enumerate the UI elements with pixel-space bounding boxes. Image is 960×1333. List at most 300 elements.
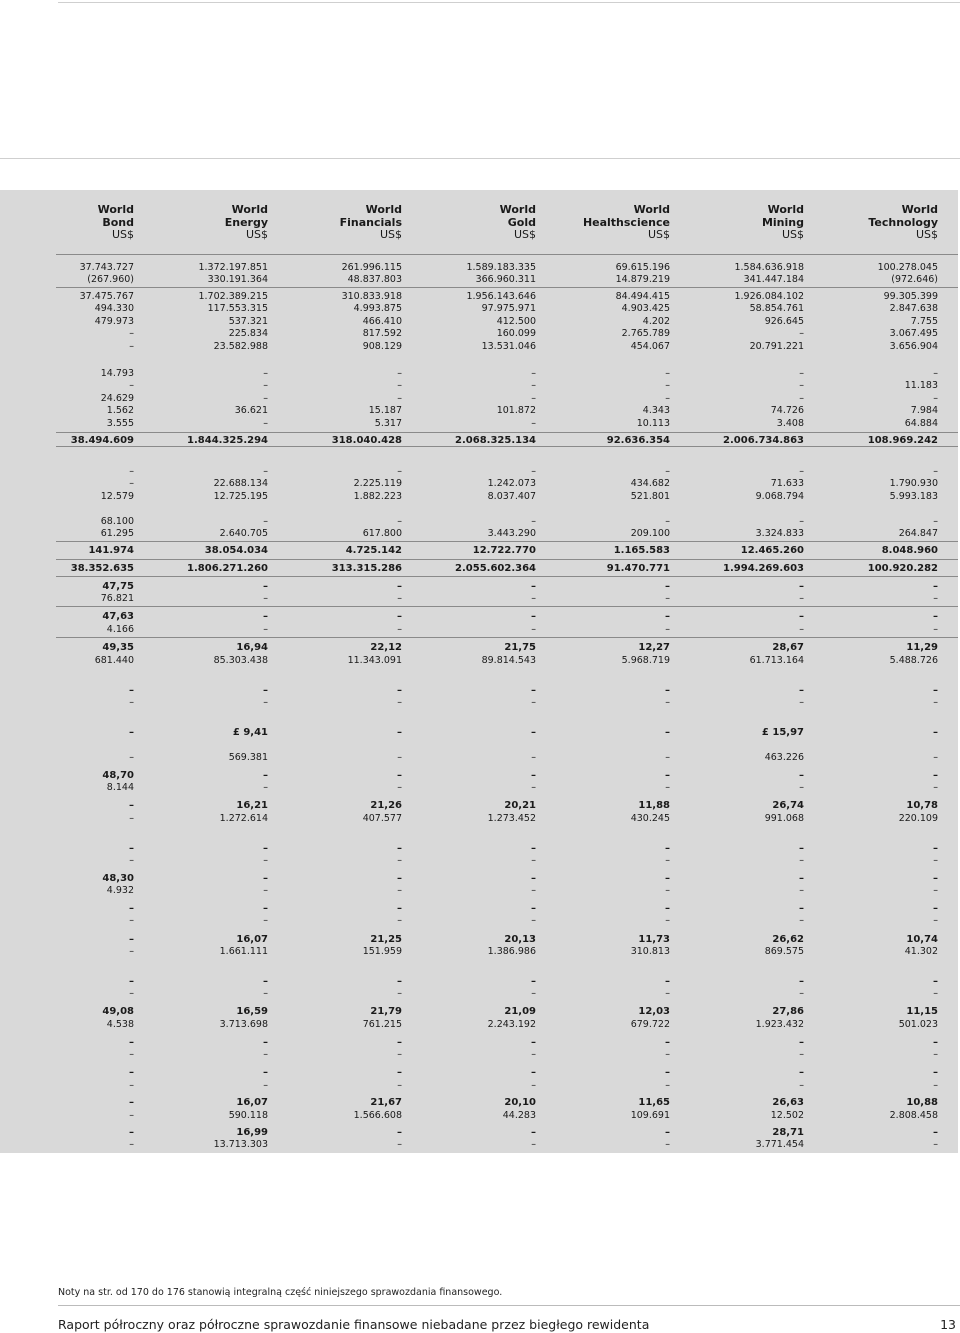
table-cell: – xyxy=(933,752,938,763)
table-cell: 12.579 xyxy=(100,491,134,502)
table-cell: 681.440 xyxy=(94,655,134,666)
table-row xyxy=(0,1127,958,1139)
table-cell: – xyxy=(531,976,536,987)
table-cell: 10,88 xyxy=(906,1097,938,1108)
table-cell: – xyxy=(799,976,804,987)
table-cell: – xyxy=(129,988,134,999)
footer-title: Raport półroczny oraz półroczne sprawozdanie finansowe niebadane przez biegłego rewidenta xyxy=(58,1317,650,1332)
table-row xyxy=(0,405,958,417)
table-cell: – xyxy=(397,843,402,854)
table-cell: 1.844.325.294 xyxy=(187,435,268,446)
table-row xyxy=(0,466,958,478)
column-header-line1: World xyxy=(633,203,670,216)
table-cell: – xyxy=(933,1037,938,1048)
table-cell: 47,63 xyxy=(102,611,134,622)
table-cell: 44.283 xyxy=(502,1110,536,1121)
table-row xyxy=(0,873,958,885)
table-cell: 310.813 xyxy=(630,946,670,957)
table-cell: 12,27 xyxy=(638,642,670,653)
table-rule xyxy=(56,637,958,638)
table-cell: – xyxy=(129,341,134,352)
column-header-unit: US$ xyxy=(111,228,134,241)
table-cell: (267.960) xyxy=(87,274,134,285)
column-header-line2: Gold xyxy=(507,215,536,229)
table-cell: 99.305.399 xyxy=(883,291,938,302)
table-cell: – xyxy=(129,1139,134,1150)
table-cell: – xyxy=(799,368,804,379)
table-cell: 16,07 xyxy=(236,934,268,945)
table-cell: 38.352.635 xyxy=(70,563,134,574)
table-cell: – xyxy=(665,903,670,914)
table-cell: 366.960.311 xyxy=(475,274,536,285)
table-cell: – xyxy=(397,581,402,592)
table-cell: 5.968.719 xyxy=(621,655,670,666)
table-cell: 209.100 xyxy=(630,528,670,539)
table-cell: 4.903.425 xyxy=(621,303,670,314)
table-row xyxy=(0,380,958,392)
table-rule xyxy=(56,576,958,577)
table-cell: 3.713.698 xyxy=(219,1019,268,1030)
table-row xyxy=(0,843,958,855)
table-row xyxy=(0,1067,958,1079)
table-cell: 24.629 xyxy=(100,393,134,404)
table-cell: 160.099 xyxy=(496,328,536,339)
table-cell: – xyxy=(933,855,938,866)
table-cell: – xyxy=(799,1049,804,1060)
table-cell: 466.410 xyxy=(362,316,402,327)
table-row xyxy=(0,1019,958,1031)
table-cell: 926.645 xyxy=(764,316,804,327)
table-cell: £ 9,41 xyxy=(232,727,268,738)
table-cell: 494.330 xyxy=(94,303,134,314)
table-cell: – xyxy=(799,516,804,527)
table-cell: – xyxy=(129,685,134,696)
table-cell: 521.801 xyxy=(630,491,670,502)
table-cell: – xyxy=(129,813,134,824)
table-cell: – xyxy=(129,855,134,866)
table-cell: – xyxy=(263,624,268,635)
table-cell: – xyxy=(531,581,536,592)
table-cell: – xyxy=(129,1037,134,1048)
table-cell: – xyxy=(263,903,268,914)
table-cell: 1.386.986 xyxy=(487,946,536,957)
table-cell: 10,74 xyxy=(906,934,938,945)
table-cell: – xyxy=(665,624,670,635)
table-cell: – xyxy=(665,1067,670,1078)
table-cell: – xyxy=(397,988,402,999)
column-header-unit: US$ xyxy=(245,228,268,241)
table-cell: – xyxy=(263,976,268,987)
table-cell: 2.055.602.364 xyxy=(455,563,536,574)
table-cell: 1.584.636.918 xyxy=(734,262,804,273)
table-cell: – xyxy=(129,1080,134,1091)
table-cell: 71.633 xyxy=(770,478,804,489)
table-cell: – xyxy=(799,1080,804,1091)
table-cell: 5.317 xyxy=(374,418,402,429)
table-cell: £ 15,97 xyxy=(761,727,804,738)
table-cell: 12.722.770 xyxy=(472,545,536,556)
column-header xyxy=(282,204,402,242)
table-cell: 11,73 xyxy=(638,934,670,945)
table-cell: 313.315.286 xyxy=(331,563,402,574)
table-cell: 220.109 xyxy=(898,813,938,824)
table-cell: – xyxy=(933,466,938,477)
table-cell: 74.726 xyxy=(770,405,804,416)
table-row xyxy=(0,1110,958,1122)
table-cell: – xyxy=(397,1067,402,1078)
table-cell: – xyxy=(129,1127,134,1138)
table-cell: – xyxy=(665,581,670,592)
table-cell: – xyxy=(531,843,536,854)
footer-rule xyxy=(58,1305,960,1306)
table-cell: 16,99 xyxy=(236,1127,268,1138)
table-cell: 36.621 xyxy=(234,405,268,416)
table-cell: – xyxy=(799,770,804,781)
table-cell: – xyxy=(531,988,536,999)
table-cell: – xyxy=(531,697,536,708)
table-cell: 3.443.290 xyxy=(487,528,536,539)
column-header-line2: Bond xyxy=(102,215,134,229)
table-cell: – xyxy=(397,1037,402,1048)
table-cell: 28,67 xyxy=(772,642,804,653)
table-cell: – xyxy=(665,516,670,527)
table-cell: 21,79 xyxy=(370,1006,402,1017)
table-cell: 569.381 xyxy=(228,752,268,763)
table-cell: 11.343.091 xyxy=(347,655,402,666)
table-cell: – xyxy=(665,368,670,379)
table-cell: – xyxy=(665,976,670,987)
table-cell: – xyxy=(129,843,134,854)
table-cell: – xyxy=(933,915,938,926)
column-header-unit: US$ xyxy=(513,228,536,241)
table-cell: 817.592 xyxy=(362,328,402,339)
table-cell: – xyxy=(933,976,938,987)
table-cell: 761.215 xyxy=(362,1019,402,1030)
table-cell: 14.879.219 xyxy=(615,274,670,285)
table-rule xyxy=(56,432,958,433)
table-rule xyxy=(56,287,958,288)
table-rule xyxy=(56,606,958,607)
table-cell: – xyxy=(531,393,536,404)
table-cell: – xyxy=(263,855,268,866)
table-cell: 10.113 xyxy=(636,418,670,429)
table-cell: 1.956.143.646 xyxy=(466,291,536,302)
table-cell: – xyxy=(129,727,134,738)
column-header-line2: Mining xyxy=(761,215,804,229)
table-cell: – xyxy=(531,611,536,622)
table-cell: 2.243.192 xyxy=(487,1019,536,1030)
table-cell: 37.475.767 xyxy=(79,291,134,302)
table-cell: – xyxy=(263,516,268,527)
table-cell: – xyxy=(263,685,268,696)
table-cell: 47,75 xyxy=(102,581,134,592)
table-cell: 16,07 xyxy=(236,1097,268,1108)
table-cell: 1.566.608 xyxy=(353,1110,402,1121)
table-row xyxy=(0,642,958,654)
table-cell: – xyxy=(397,1139,402,1150)
table-cell: 21,26 xyxy=(370,800,402,811)
table-cell: – xyxy=(397,1080,402,1091)
table-cell: 28,71 xyxy=(772,1127,804,1138)
table-cell: – xyxy=(263,885,268,896)
table-cell: 330.191.364 xyxy=(207,274,268,285)
table-cell: – xyxy=(397,466,402,477)
table-cell: – xyxy=(397,915,402,926)
column-header-line1: World xyxy=(767,203,804,216)
column-header-unit: US$ xyxy=(915,228,938,241)
table-cell: – xyxy=(799,1037,804,1048)
table-cell: – xyxy=(665,697,670,708)
table-cell: – xyxy=(263,843,268,854)
table-cell: – xyxy=(531,1127,536,1138)
table-cell: – xyxy=(397,727,402,738)
table-cell: 100.920.282 xyxy=(867,563,938,574)
table-cell: – xyxy=(933,782,938,793)
table-cell: – xyxy=(397,624,402,635)
table-cell: – xyxy=(933,1139,938,1150)
table-cell: – xyxy=(397,782,402,793)
table-cell: 48,30 xyxy=(102,873,134,884)
table-cell: (972.646) xyxy=(891,274,938,285)
table-cell: 341.447.184 xyxy=(743,274,804,285)
table-row xyxy=(0,316,958,328)
table-cell: 4.538 xyxy=(106,1019,134,1030)
table-cell: – xyxy=(129,903,134,914)
table-cell: – xyxy=(531,915,536,926)
table-cell: – xyxy=(531,903,536,914)
table-cell: – xyxy=(799,685,804,696)
table-row xyxy=(0,593,958,605)
table-cell: – xyxy=(933,368,938,379)
table-cell: – xyxy=(397,770,402,781)
table-cell: 1.272.614 xyxy=(219,813,268,824)
table-row xyxy=(0,855,958,867)
table-cell: – xyxy=(397,855,402,866)
table-cell: – xyxy=(531,873,536,884)
table-cell: 2.847.638 xyxy=(889,303,938,314)
table-cell: 11,88 xyxy=(638,800,670,811)
column-header xyxy=(14,204,134,242)
table-cell: – xyxy=(129,946,134,957)
table-cell: – xyxy=(397,1127,402,1138)
table-row xyxy=(0,528,958,540)
table-cell: 20.791.221 xyxy=(749,341,804,352)
table-cell: 13.531.046 xyxy=(481,341,536,352)
table-row xyxy=(0,915,958,927)
table-row xyxy=(0,813,958,825)
table-cell: 908.129 xyxy=(362,341,402,352)
table-cell: – xyxy=(397,516,402,527)
table-row xyxy=(0,274,958,286)
table-cell: 3.067.495 xyxy=(889,328,938,339)
table-cell: – xyxy=(129,328,134,339)
table-cell: 7.755 xyxy=(910,316,938,327)
table-cell: 21,25 xyxy=(370,934,402,945)
table-row xyxy=(0,1037,958,1049)
column-header-unit: US$ xyxy=(647,228,670,241)
table-cell: – xyxy=(263,1080,268,1091)
table-cell: – xyxy=(933,885,938,896)
table-cell: – xyxy=(799,624,804,635)
table-row xyxy=(0,341,958,353)
table-row xyxy=(0,1139,958,1151)
table-cell: – xyxy=(263,611,268,622)
table-cell: 2.225.119 xyxy=(353,478,402,489)
table-cell: 261.996.115 xyxy=(341,262,402,273)
table-cell: 264.847 xyxy=(898,528,938,539)
table-cell: – xyxy=(665,1080,670,1091)
table-cell: 4.343 xyxy=(642,405,670,416)
table-cell: – xyxy=(799,1067,804,1078)
table-cell: 76.821 xyxy=(100,593,134,604)
table-cell: 12.725.195 xyxy=(213,491,268,502)
table-cell: 8.144 xyxy=(106,782,134,793)
table-cell: – xyxy=(799,466,804,477)
table-cell: – xyxy=(799,855,804,866)
table-cell: – xyxy=(933,873,938,884)
table-cell: – xyxy=(665,843,670,854)
table-row xyxy=(0,782,958,794)
table-cell: 97.975.971 xyxy=(481,303,536,314)
table-cell: 463.226 xyxy=(764,752,804,763)
table-row xyxy=(0,581,958,593)
table-row xyxy=(0,685,958,697)
table-row xyxy=(0,328,958,340)
table-cell: 1.923.432 xyxy=(755,1019,804,1030)
column-header xyxy=(818,204,938,242)
table-cell: 49,35 xyxy=(102,642,134,653)
table-row xyxy=(0,516,958,528)
table-cell: 1.562 xyxy=(106,405,134,416)
table-row xyxy=(0,976,958,988)
table-cell: – xyxy=(665,1139,670,1150)
table-cell: – xyxy=(531,685,536,696)
table-cell: 100.278.045 xyxy=(877,262,938,273)
table-cell: 64.884 xyxy=(904,418,938,429)
table-cell: – xyxy=(799,393,804,404)
table-cell: 2.765.789 xyxy=(621,328,670,339)
table-cell: 479.973 xyxy=(94,316,134,327)
table-cell: – xyxy=(799,915,804,926)
table-cell: 869.575 xyxy=(764,946,804,957)
table-cell: – xyxy=(129,800,134,811)
table-cell: – xyxy=(263,915,268,926)
table-cell: 4.993.875 xyxy=(353,303,402,314)
table-cell: – xyxy=(933,393,938,404)
table-cell: – xyxy=(531,1080,536,1091)
table-cell: – xyxy=(129,1110,134,1121)
table-cell: 48.837.803 xyxy=(347,274,402,285)
table-cell: – xyxy=(933,770,938,781)
table-cell: – xyxy=(531,593,536,604)
table-row xyxy=(0,934,958,946)
table-cell: 2.068.325.134 xyxy=(455,435,536,446)
table-cell: – xyxy=(933,1049,938,1060)
table-cell: – xyxy=(531,1049,536,1060)
table-cell: – xyxy=(397,368,402,379)
table-cell: – xyxy=(397,393,402,404)
table-row xyxy=(0,946,958,958)
table-cell: – xyxy=(397,873,402,884)
table-cell: – xyxy=(665,466,670,477)
table-cell: – xyxy=(665,873,670,884)
table-cell: 5.993.183 xyxy=(889,491,938,502)
table-cell: – xyxy=(397,976,402,987)
table-cell: – xyxy=(933,727,938,738)
table-cell: – xyxy=(129,1097,134,1108)
table-cell: 49,08 xyxy=(102,1006,134,1017)
table-cell: 68.100 xyxy=(100,516,134,527)
column-header-line1: World xyxy=(231,203,268,216)
table-cell: 21,75 xyxy=(504,642,536,653)
table-cell: 61.713.164 xyxy=(749,655,804,666)
table-cell: – xyxy=(263,466,268,477)
table-cell: – xyxy=(799,380,804,391)
table-cell: – xyxy=(933,593,938,604)
table-row xyxy=(0,545,958,557)
column-header-line1: World xyxy=(365,203,402,216)
table-cell: – xyxy=(799,593,804,604)
table-cell: – xyxy=(397,380,402,391)
table-row xyxy=(0,903,958,915)
column-header xyxy=(684,204,804,242)
table-row xyxy=(0,624,958,636)
table-cell: – xyxy=(933,1080,938,1091)
table-cell: 4.166 xyxy=(106,624,134,635)
table-cell: – xyxy=(531,1067,536,1078)
table-cell: 109.691 xyxy=(630,1110,670,1121)
table-cell: 318.040.428 xyxy=(331,435,402,446)
table-cell: 16,94 xyxy=(236,642,268,653)
table-cell: – xyxy=(263,782,268,793)
table-cell: 1.994.269.603 xyxy=(723,563,804,574)
table-cell: 1.242.073 xyxy=(487,478,536,489)
table-rule xyxy=(56,559,958,560)
table-cell: 225.834 xyxy=(228,328,268,339)
table-cell: – xyxy=(531,1139,536,1150)
table-cell: 617.800 xyxy=(362,528,402,539)
table-row xyxy=(0,800,958,812)
table-cell: – xyxy=(129,1049,134,1060)
table-cell: 108.969.242 xyxy=(867,435,938,446)
table-cell: – xyxy=(263,1037,268,1048)
table-cell: 117.553.315 xyxy=(207,303,268,314)
table-cell: – xyxy=(263,1067,268,1078)
table-rule xyxy=(56,254,958,255)
table-cell: – xyxy=(933,516,938,527)
table-cell: – xyxy=(665,685,670,696)
table-cell: 412.500 xyxy=(496,316,536,327)
table-cell: 3.408 xyxy=(776,418,804,429)
column-header-line2: Energy xyxy=(224,215,268,229)
table-cell: 14.793 xyxy=(100,368,134,379)
table-cell: 21,67 xyxy=(370,1097,402,1108)
table-cell: – xyxy=(665,1049,670,1060)
table-cell: – xyxy=(665,611,670,622)
table-cell: 454.067 xyxy=(630,341,670,352)
table-cell: 20,21 xyxy=(504,800,536,811)
table-cell: – xyxy=(799,885,804,896)
table-cell: – xyxy=(263,581,268,592)
table-cell: – xyxy=(665,782,670,793)
table-cell: – xyxy=(397,1049,402,1060)
notes-reference: Noty na str. od 170 do 176 stanowią integralną część niniejszego sprawozdania finansowego. xyxy=(58,1287,503,1298)
column-header xyxy=(550,204,670,242)
table-cell: 12.502 xyxy=(770,1110,804,1121)
header-rule xyxy=(0,158,960,159)
table-cell: 89.814.543 xyxy=(481,655,536,666)
table-cell: – xyxy=(263,593,268,604)
